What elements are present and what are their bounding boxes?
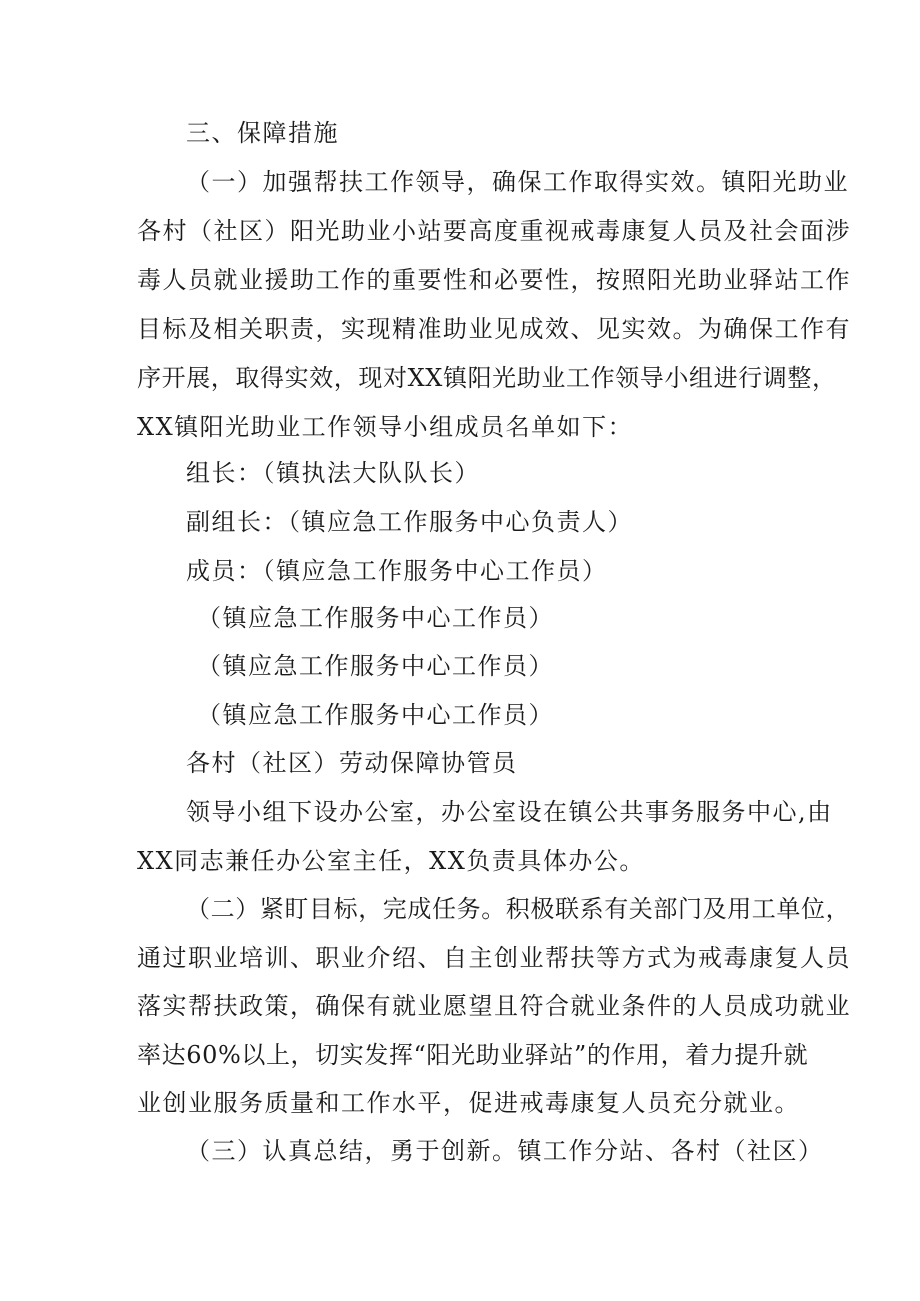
section-heading: 三、保障措施 xyxy=(186,119,339,147)
member-line-4: （镇应急工作服务中心工作员） xyxy=(197,701,554,729)
para2-line-5: 业创业服务质量和工作水平，促进戒毒康复人员充分就业。 xyxy=(137,1089,800,1117)
para1-line-1: （一）加强帮扶工作领导，确保工作取得实效。镇阳光助业 xyxy=(186,168,849,196)
deputy-leader-line: 副组长：（镇应急工作服务中心负责人） xyxy=(186,508,633,536)
para1-line-5: 序开展，取得实效，现对XX镇阳光助业工作领导小组进行调整， xyxy=(137,364,837,392)
village-coordinators-line: 各村（社区）劳动保障协管员 xyxy=(186,749,518,777)
para1-line-4: 目标及相关职责，实现精准助业见成效、见实效。为确保工作有 xyxy=(137,315,851,343)
office-line-1: 领导小组下设办公室，办公室设在镇公共事务服务中心,由 xyxy=(186,798,833,826)
para2-line-2: 通过职业培训、职业介绍、自主创业帮扶等方式为戒毒康复人员 xyxy=(137,944,851,972)
para3-line-1: （三）认真总结，勇于创新。镇工作分站、各村（社区） xyxy=(186,1137,824,1165)
member-line-2: （镇应急工作服务中心工作员） xyxy=(197,604,554,632)
para1-line-6: XX镇阳光助业工作领导小组成员名单如下： xyxy=(137,413,634,441)
member-line-1: 成员：（镇应急工作服务中心工作员） xyxy=(186,557,608,585)
para2-line-3: 落实帮扶政策，确保有就业愿望且符合就业条件的人员成功就业 xyxy=(137,992,851,1020)
para1-line-2: 各村（社区）阳光助业小站要高度重视戒毒康复人员及社会面涉 xyxy=(137,217,851,245)
para1-line-3: 毒人员就业援助工作的重要性和必要性，按照阳光助业驿站工作 xyxy=(137,266,851,294)
member-line-3: （镇应急工作服务中心工作员） xyxy=(197,652,554,680)
para2-line-1: （二）紧盯目标，完成任务。积极联系有关部门及用工单位， xyxy=(186,895,851,923)
para2-line-4: 率达60%以上，切实发挥“阳光助业驿站”的作用，着力提升就 xyxy=(137,1041,809,1069)
office-line-2: XX同志兼任办公室主任，XX负责具体办公。 xyxy=(137,847,645,875)
leader-line: 组长：（镇执法大队队长） xyxy=(186,459,480,487)
